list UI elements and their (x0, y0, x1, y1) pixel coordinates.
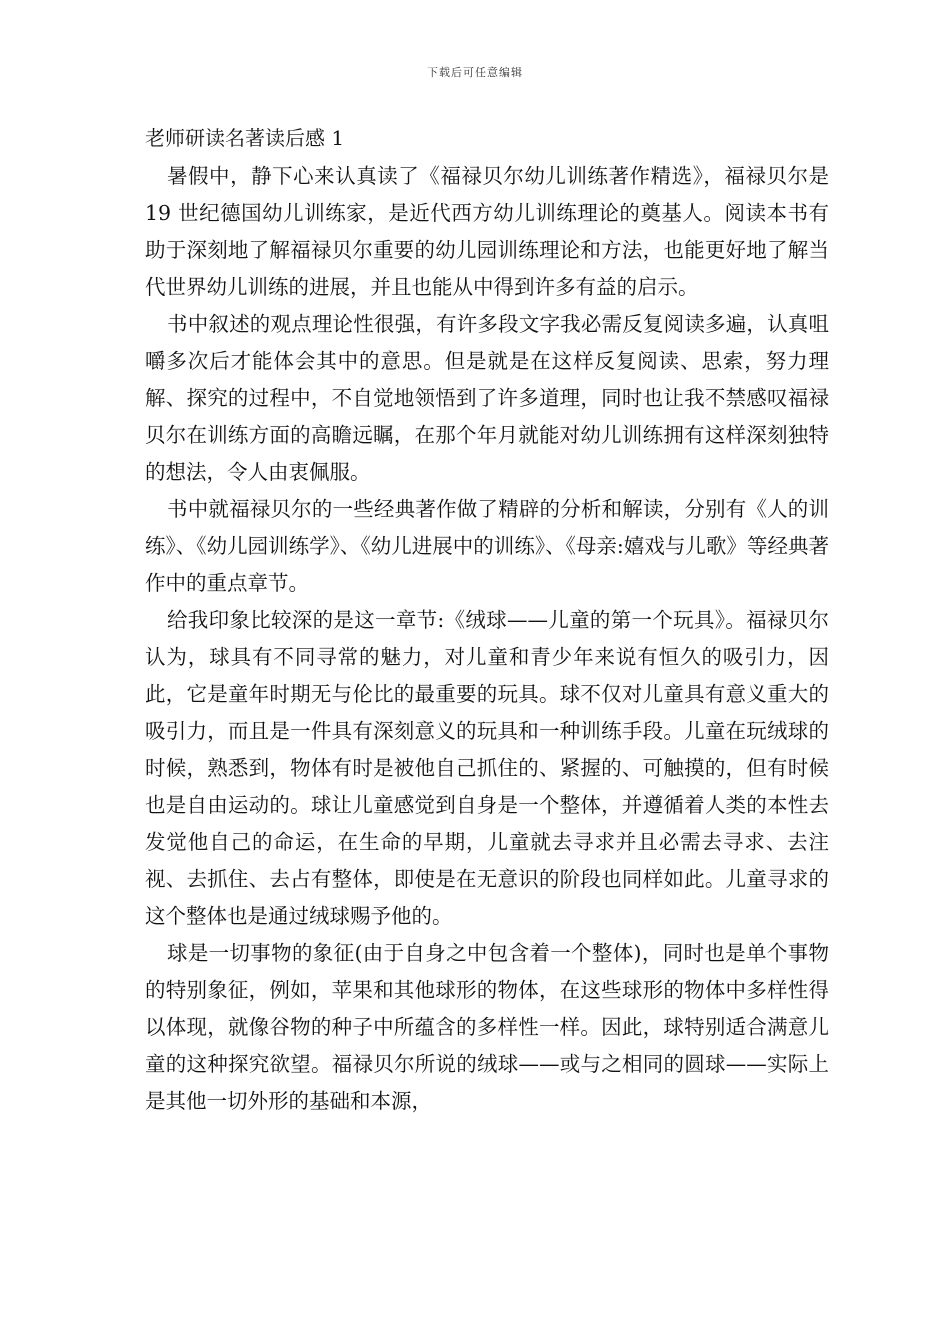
paragraph: 暑假中，静下心来认真读了《福禄贝尔幼儿训练著作精选》，福禄贝尔是 19 世纪德国幼儿训练家，是近代西方幼儿训练理论的奠基人。阅读本书有助于深刻地了解福禄贝尔重要的幼儿园训练理论和方法，也能更好地了解当代世界幼儿训练的进展，并且也能从中得到许多有益的启示。 (145, 164, 829, 299)
document-title: 老师研读名著读后感 1 (145, 126, 345, 150)
document-body (145, 122, 829, 1120)
paragraph: 书中就福禄贝尔的一些经典著作做了精辟的分析和解读，分别有《人的训练》、《幼儿园训练学》、《幼儿进展中的训练》、《母亲:嬉戏与儿歌》等经典著作中的重点章节。 (145, 497, 829, 595)
paragraph: 给我印象比较深的是这一章节:《绒球——儿童的第一个玩具》。福禄贝尔认为，球具有不同寻常的魅力，对儿童和青少年来说有恒久的吸引力，因此，它是童年时期无与伦比的最重要的玩具。球不仅对儿童具有意义重大的吸引力，而且是一件具有深刻意义的玩具和一种训练手段。儿童在玩绒球的时候，熟悉到，物体有时是被他自己抓住的、紧握的、可触摸的，但有时候也是自由运动的。球让儿童感觉到自身是一个整体，并遵循着人类的本性去发觉他自己的命运，在生命的早期，儿童就去寻求并且必需去寻求、去注视、去抓住、去占有整体，即使是在无意识的阶段也同样如此。儿童寻求的这个整体也是通过绒球赐予他的。 (145, 608, 829, 928)
header-note: 下载后可任意编辑 (427, 66, 523, 79)
paragraph: 书中叙述的观点理论性很强，有许多段文字我必需反复阅读多遍，认真咀嚼多次后才能体会其中的意思。但是就是在这样反复阅读、思索，努力理解、探究的过程中，不自觉地领悟到了许多道理，同时也让我不禁感叹福禄贝尔在训练方面的高瞻远瞩，在那个年月就能对幼儿训练拥有这样深刻独特的想法，令人由衷佩服。 (145, 312, 829, 484)
paragraph: 球是一切事物的象征(由于自身之中包含着一个整体)，同时也是单个事物的特别象征，例如，苹果和其他球形的物体，在这些球形的物体中多样性得以体现，就像谷物的种子中所蕴含的多样性一样。因此，球特别适合满意儿童的这种探究欲望。福禄贝尔所说的绒球——或与之相同的圆球——实际上是其他一切外形的基础和本源， (145, 941, 829, 1113)
